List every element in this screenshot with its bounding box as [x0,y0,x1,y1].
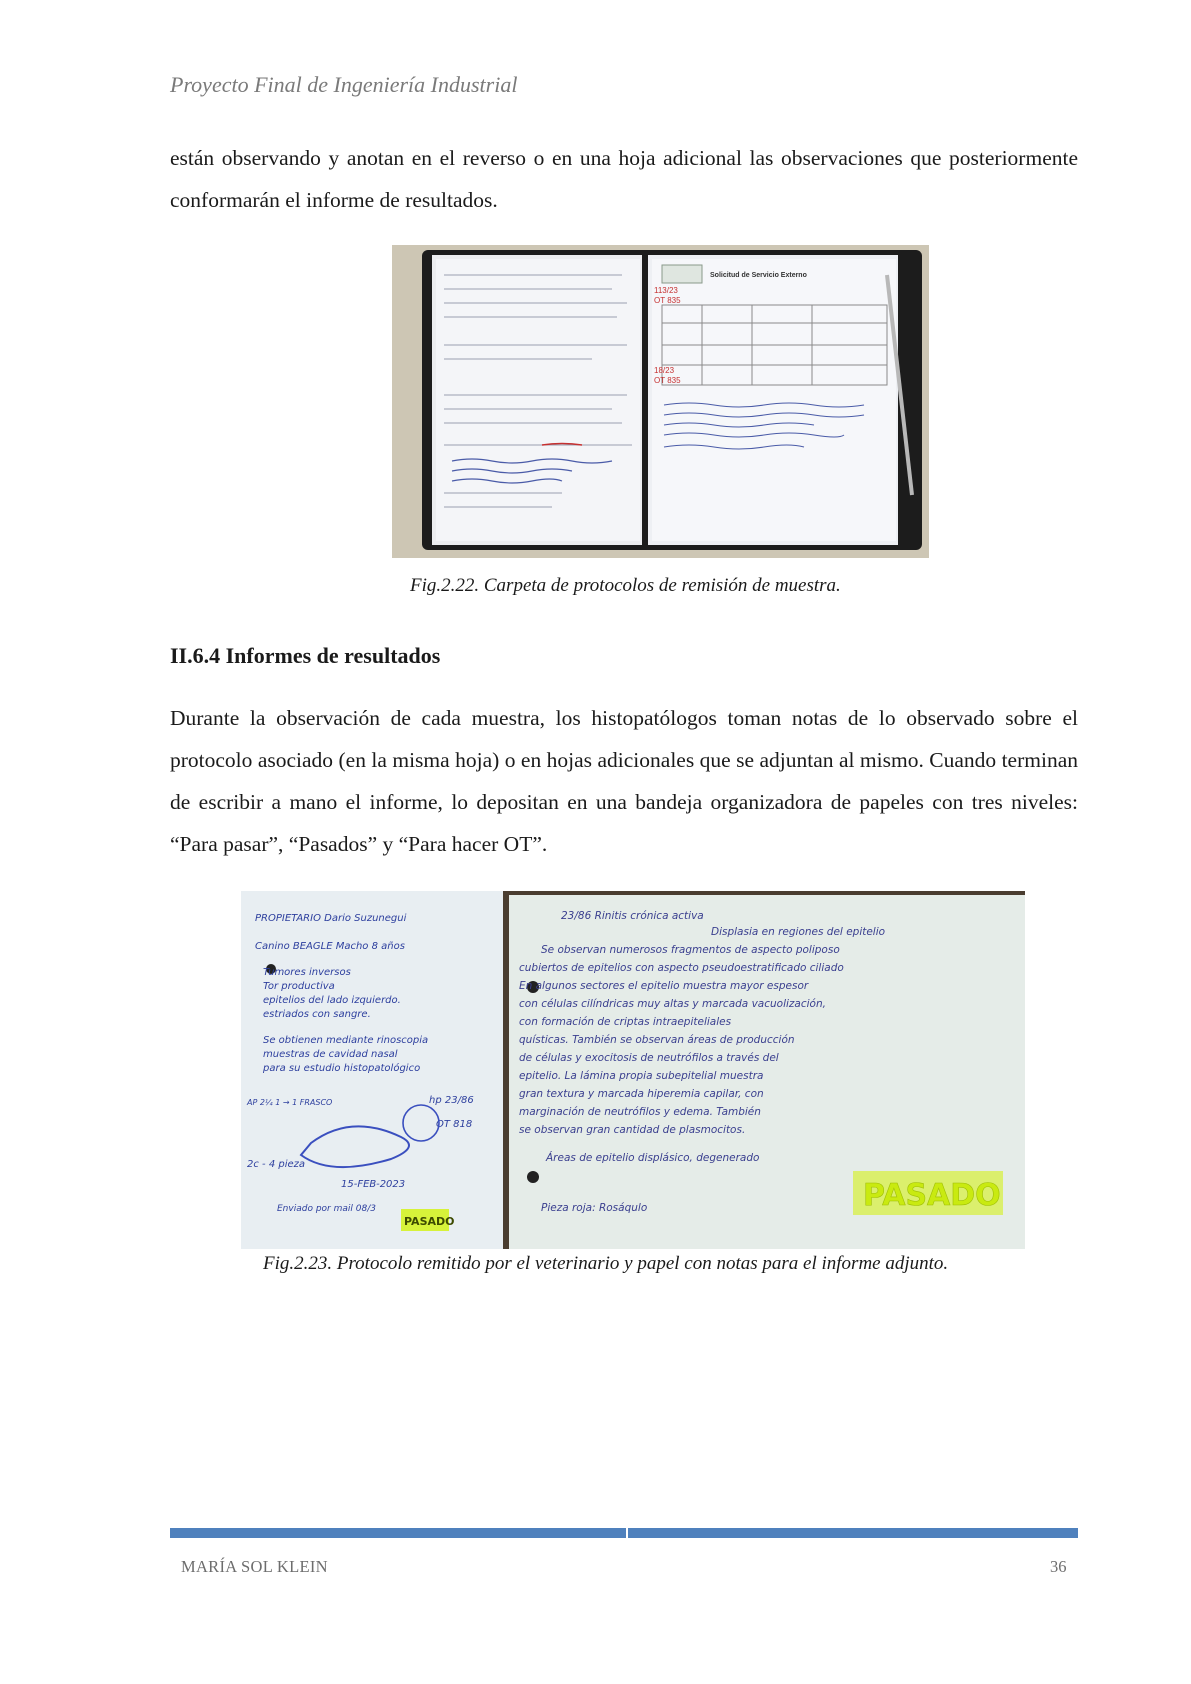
left-note-line: para su estudio histopatológico [263,1063,421,1074]
right-note-line: epitelio. La lámina propia subepitelial muestra [519,1070,764,1082]
handwritten-mark: 18/23 [654,366,675,375]
figure-protocol-folder [392,245,929,558]
left-note-line: hp 23/86 [429,1095,474,1106]
pasado-stamp-left: PASADO [404,1215,455,1228]
footer-author: MARÍA SOL KLEIN [181,1557,328,1576]
left-note-line: 15-FEB-2023 [341,1179,406,1190]
right-note-line: Displasia en regiones del epitelio [711,926,886,938]
left-note-line: Tumores inversos [263,967,351,978]
left-note-line: 2c - 4 pieza [247,1159,306,1170]
right-note-line: con células cilíndricas muy altas y marcada vacuolización, [519,998,826,1010]
left-note-line: PROPIETARIO Dario Suzunegui [255,913,407,924]
figure-2-22-caption: Fig.2.22. Carpeta de protocolos de remisión de muestra. [410,575,841,596]
right-note-line: se observan gran cantidad de plasmocitos. [519,1124,746,1136]
page-header-title: Proyecto Final de Ingeniería Industrial [170,72,518,97]
left-note-line: Enviado por mail 08/3 [277,1204,376,1214]
left-note-line: Se obtienen mediante rinoscopia [263,1035,429,1046]
right-note-line: Se observan numerosos fragmentos de aspecto poliposo [541,944,840,956]
right-note-line: marginación de neutrófilos y edema. También [519,1106,761,1118]
left-note-line: estriados con sangre. [263,1009,371,1020]
right-note-line: cubiertos de epitelios con aspecto pseudoestratificado ciliado [519,962,844,974]
pasado-stamp-right: PASADO [863,1178,1001,1213]
figure-handwritten-notes [241,891,1025,1249]
right-note-line: Pieza roja: Rosáqulo [541,1202,648,1214]
intro-paragraph: están observando y anotan en el reverso o en una hoja adicional las observaciones que posteriormente conformarán el informe de resultados. [170,146,1078,212]
left-note-line: Tor productiva [263,981,335,992]
footer-rule [170,1528,1078,1538]
right-note-line: 23/86 Rinitis crónica activa [561,910,704,922]
right-note-line: de células y exocitosis de neutrófilos a través del [519,1052,779,1064]
figure-2-23-caption: Fig.2.23. Protocolo remitido por el veterinario y papel con notas para el informe adjunto. [263,1253,949,1274]
left-note-line: muestras de cavidad nasal [263,1049,398,1060]
left-note-line: OT 818 [436,1119,473,1130]
right-note-line: gran textura y marcada hiperemia capilar, con [519,1088,764,1100]
left-note-line: Canino BEAGLE Macho 8 años [255,941,405,952]
right-note-line: con formación de criptas intraepiteliales [519,1016,732,1028]
section-body-paragraph: Durante la observación de cada muestra, los histopatólogos toman notas de lo observado sobre el protocolo asociado (en la misma hoja) o en hojas adicionales que se adjuntan al mismo. Cuando terminan de escribir a mano el informe, lo depositan en una bandeja organizadora de papeles con tres niveles: “Para pasar”, “Pasados” y “Para hacer OT”. [170,706,1078,856]
footer-rule-separator [626,1528,628,1538]
section-heading: II.6.4 Informes de resultados [170,643,441,668]
handwritten-mark: OT 835 [654,296,681,305]
left-note-line: epitelios del lado izquierdo. [263,995,401,1006]
left-note-line: AP 2¼ 1 → 1 FRASCO [247,1098,333,1107]
right-note-line: Áreas de epitelio displásico, degenerado [546,1152,760,1164]
right-note-line: En algunos sectores el epitelio muestra mayor espesor [519,980,809,992]
handwritten-mark: 113/23 [654,286,678,295]
right-note-line: quísticas. También se observan áreas de producción [519,1034,795,1046]
handwritten-mark: OT 835 [654,376,681,385]
page-number: 36 [1050,1557,1067,1576]
right-form-title: Solicitud de Servicio Externo [710,272,807,279]
